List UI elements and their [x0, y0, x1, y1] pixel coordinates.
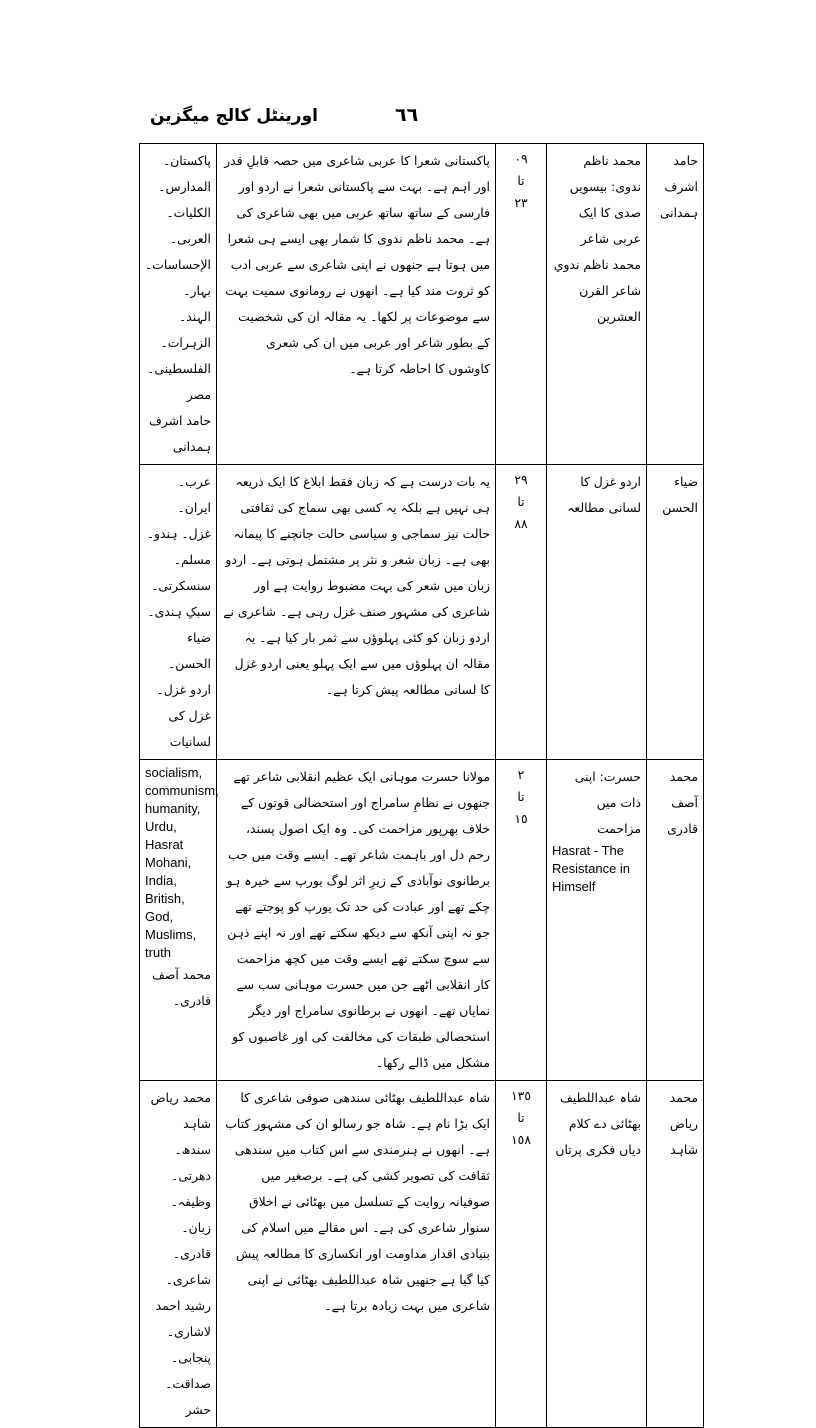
table-row: [140, 144, 704, 465]
author-cell: محمد ریاض شاہد: [647, 1081, 704, 1428]
keyword: لاشاری۔ پنجابی۔: [166, 1324, 211, 1365]
keyword-english: Mohani,: [145, 855, 192, 870]
page-start: ٢٩: [514, 472, 528, 487]
page-number: ٦٦: [395, 104, 419, 126]
author-cell: حامد اشرف ہمدانی: [647, 144, 704, 465]
pages-cell: [496, 760, 547, 1081]
keyword: الکلیات۔ العربی۔: [166, 205, 211, 246]
keyword: اردو غزل۔: [156, 682, 211, 697]
page-range-word: تا: [517, 173, 525, 188]
keyword-english: socialism,: [145, 765, 203, 780]
title-urdu: حسرت: اپنی ذات میں مزاحمت: [574, 769, 641, 836]
author-cell: محمد آصف قادری: [647, 760, 704, 1081]
page-end: ٢٣: [514, 195, 528, 210]
table-row: [140, 760, 704, 1081]
keyword-english: Muslims,: [145, 927, 197, 942]
keyword-english: communism,: [145, 783, 219, 798]
keyword-english: truth: [145, 945, 172, 960]
title-urdu: شاہ عبداللطیف بھٹائی دے کلام دیاں فکری پرتاں: [555, 1090, 641, 1157]
summary-cell: یہ بات درست ہے کہ زبان فقط ابلاغ کا ایک ذریعہ ہی نہیں ہے بلکہ یہ کسی بھی سماج کی ثقافتی حالت نیز سماجی و سیاسی حالت جانچنے کا پیمانہ بھی ہے۔ زبان شعر و نثر پر مشتمل ہوتی ہے۔ اردو زبان میں شعر کی بہت مضبوط روایت ہے اور شاعری کی مشہور صنف غزل رہی ہے۔ شاعری نے اردو زبان کو کئی پہلوؤں سے ثمر بار کیا ہے۔ یہ مقالہ ان پہلوؤں میں سے ایک پہلو یعنی اردو غزل کا لسانی مطالعہ پیش کرتا ہے۔: [217, 465, 496, 760]
keyword: سبکِ ہندی۔: [147, 604, 211, 619]
keyword: الإحساسات۔ بہار۔: [144, 257, 211, 298]
keyword: محمد آصف قادری۔: [151, 967, 211, 1008]
keywords-cell: [140, 760, 217, 1081]
author-cell: ضیاء الحسن: [647, 465, 704, 760]
keyword: الفلسطینی۔ مصر: [147, 361, 211, 402]
keywords-cell: [140, 1081, 217, 1428]
title-urdu: اردو غزل کا لسانی مطالعہ: [567, 474, 641, 515]
page-range-word: تا: [517, 1110, 525, 1125]
keyword-english: India,: [145, 873, 177, 888]
table-row: [140, 465, 704, 760]
keyword-english: Urdu,: [145, 819, 177, 834]
journal-title: اورینٹل کالج میگزین: [150, 106, 318, 126]
page-end: ١٥: [514, 811, 528, 826]
keyword-english: British,: [145, 891, 185, 906]
keywords-cell: [140, 144, 217, 465]
keyword: ضیاء الحسن۔: [168, 630, 211, 671]
article-index-table: [139, 143, 704, 1428]
summary-cell: پاکستانی شعرا کا عربی شاعری میں حصہ قابلِ قدر اور اہم ہے۔ بہت سے پاکستانی شعرا نے اردو اور فارسی کے ساتھ ساتھ عربی میں بھی شاعری کی ہے۔ محمد ناظم ندوی کا شمار بھی ایسے ہی شعرا میں ہوتا ہے جنھوں نے اپنی شاعری سے عربی ادب کو ثروت مند کیا ہے۔ انھوں نے رومانوی سمیت بہت سے موضوعات پر لکھا۔ یہ مقالہ ان کی شخصیت کے بطور شاعر اور عربی میں ان کی شعری کاوشوں کا احاطہ کرتا ہے۔: [217, 144, 496, 465]
keyword: وظیفہ۔ زبان۔: [170, 1194, 211, 1235]
page-start: ١٣٥: [511, 1088, 531, 1103]
pages-cell: [496, 144, 547, 465]
title-english: Hasrat - The Resistance in Himself: [552, 843, 631, 894]
page-end: ١٥٨: [511, 1132, 531, 1147]
title-cell: [547, 760, 647, 1081]
page-range-word: تا: [517, 494, 525, 509]
keyword: صداقت۔ حشر: [165, 1376, 211, 1417]
keyword-english: God,: [145, 909, 174, 924]
keyword: قادری۔ شاعری۔: [165, 1246, 211, 1287]
table-row: [140, 1081, 704, 1428]
title-arabic: محمد ناظم ندوي شاعر القرن العشرين: [553, 257, 641, 324]
title-urdu: محمد ناظم ندوی: بیسویں صدی کا ایک عربی شاعر: [569, 153, 641, 246]
page-range-word: تا: [517, 789, 525, 804]
keyword: پاکستان۔ المدارس۔: [158, 153, 211, 194]
pages-cell: [496, 1081, 547, 1428]
keywords-cell: [140, 465, 217, 760]
keyword: حامد اشرف ہمدانی: [148, 413, 211, 454]
summary-cell: شاہ عبداللطیف بھٹائی سندھی صوفی شاعری کا ایک بڑا نام ہے۔ شاہ جو رسالو ان کی مشہور کتاب ہے۔ انھوں نے ہنرمندی سے اس کتاب میں سندھی ثقافت کی تصویر کشی کی ہے۔ برصغیر میں صوفیانہ روایت کے تسلسل میں بھٹائی نے اخلاق سنوار شاعری کی ہے۔ اس مقالے میں اسلام کی بنیادی اقدار مداومت اور انکساری کا مطالعہ پیش کیا گیا ہے جنھیں شاہ عبداللطیف بھٹائی نے اپنی شاعری میں بہت زیادہ برتا ہے۔: [217, 1081, 496, 1428]
keyword: عرب۔ ایران۔: [177, 474, 211, 515]
keyword: سندھ۔ دھرتی۔: [171, 1142, 211, 1183]
keyword: رشید احمد: [155, 1298, 211, 1313]
title-cell: [547, 465, 647, 760]
page-start: ٠٩: [514, 151, 528, 166]
title-cell: [547, 144, 647, 465]
page-end: ٨٨: [514, 516, 528, 531]
summary-cell: مولانا حسرت موہانی ایک عظیم انقلابی شاعر تھے جنھوں نے نظامِ سامراج اور استحصالی قوتوں کے خلاف بھرپور مزاحمت کی۔ وہ ایک اصول پسند، رحم دل اور باہمت شاعر تھے۔ ایسے وقت میں جب برطانوی نوآبادی کے زیرِ اثر لوگ یورپ سے خیرہ ہو چکے تھے اور عبادت کی حد تک یورپ کو پوجتے تھے جو نہ اپنی آنکھ سے دیکھ سکتے تھے اور نہ اپنے ذہن سے سوچ سکتے تھے ایسے وقت میں کچھ مزاحمت کار انقلابی اٹھے جن میں حسرت موہانی سب سے نمایاں تھے۔ انھوں نے برطانوی سامراج اور دیگر استحصالی طبقات کی مخالفت کی اور غاصبوں کو مشکل میں ڈالے رکھا۔: [217, 760, 496, 1081]
title-cell: [547, 1081, 647, 1428]
keyword: غزل۔ ہندو۔: [146, 526, 211, 541]
page-start: ٢: [517, 767, 525, 782]
keyword: مسلم۔ سنسکرتی۔: [151, 552, 211, 593]
keyword-english: Hasrat: [145, 837, 184, 852]
keyword: الہند۔ الزہرات۔: [160, 309, 211, 350]
pages-cell: [496, 465, 547, 760]
keyword-english: humanity,: [145, 801, 201, 816]
keyword: غزل کی لسانیات: [168, 708, 211, 749]
keyword: محمد ریاض شاہد: [150, 1090, 211, 1131]
